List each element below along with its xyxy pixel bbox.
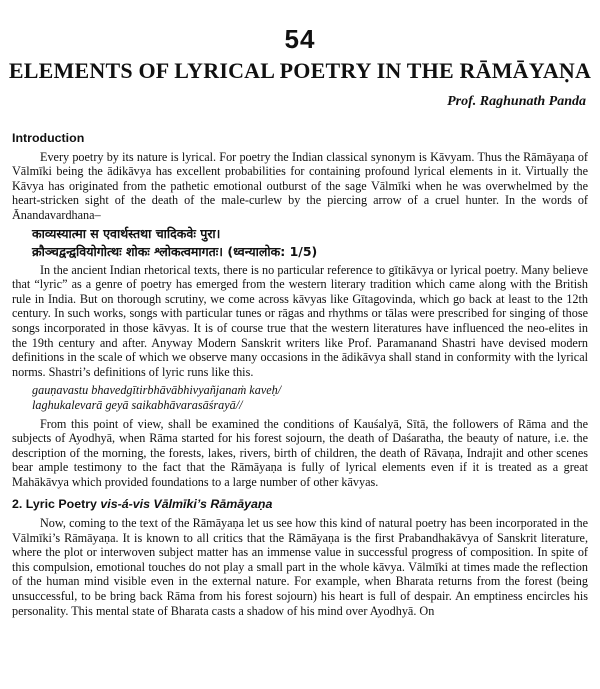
paragraph-4: Now, coming to the text of the Rāmāyaṇa let us see how this kind of natural poetry has been incorporated in the Vālmīki’s Rāmāyaṇa. It is known to all critics that the Rāmāyaṇa is the first Prabandhakāvya of Sanskrit literature, where the plot or interwoven subject matter has an immense value in successful progress of composition. In spite of this compulsion, emotional touches do not play a small part in the whole kāvya. Vālmīki at times made the reflection of the human mind visible even in the external nature. For example, when Bharata returns from the forest (being unsuccessful, to be bring back Rāma from his forest sojourn) his heart is full of despair. An emptiness encircles his personality. This mental state of Bharata casts a shadow of his mind over Ayodhyā. On [12, 516, 588, 618]
translit-line-2: laghukalevarā geyā saikabhāvarasāśrayā// [32, 397, 243, 412]
section-2-title: vis-á-vis Vālmīki’s Rāmāyaṇa [100, 497, 273, 512]
translit-line-1: gauṇavastu bhavedgītirbhāvābhivyañjanaṁ kaveḥ/ [32, 383, 282, 398]
sanskrit-verse [32, 225, 588, 261]
paragraph-1: Every poetry by its nature is lyrical. For poetry the Indian classical synonym is Kāvyam. Thus the Rāmāyaṇa of Vālmīki being the ādikāvya has excellent probabilities for containing profound lyrical elements in it. Virtually the Kāvya has originated from the pathetic emotional outburst of the sage Vālmīki when he was overwhelmed by the heart-stricken sight of the death of the male-curlew by the piercing arrow of a cruel hunter. In the words of Ānandavardhana– [12, 149, 588, 222]
chapter-title: ELEMENTS OF LYRICAL POETRY IN THE RĀMĀYAṆA [8, 58, 592, 83]
author-name: Prof. Raghunath Panda [447, 94, 586, 109]
section-heading-introduction: Introduction [12, 131, 85, 145]
chapter-number: 54 [284, 24, 316, 54]
verse-line-2: क्रौञ्चद्वन्द्ववियोगोत्थः शोकः श्लोकत्वमागतः। (ध्वन्यालोक: 1/5) [32, 243, 318, 259]
section-heading-2 [12, 497, 588, 512]
section-2-number: 2. Lyric Poetry [12, 497, 101, 512]
verse-line-1: काव्यस्यात्मा स एवार्थस्तथा चादिकवेः पुरा। [32, 225, 221, 241]
paragraph-2: In the ancient Indian rhetorical texts, there is no particular reference to gītikāvya or lyrical poetry. Many believe that “lyric” as a genre of poetry has emerged from the western literary tradition which came along with the British rule in India. But on thorough scrutiny, we come across kāvyas like Gītagovinda, which go back at least to the 12th century. In such works, songs with particular tunes or rāgas and rhythms or tālas were prescribed for singing of those songs incorporated in those kāvyas. It is of course true that the western literatures have influenced the neo-elites in the 19th century and after. Anyway Modern Sanskrit writers like Prof. Paramanand Shastri have devised modern definitions in the scale of which we observe many occasions in the ādikāvya shall stand in conformity with the lyrical norms. Shastri’s definitions of lyric runs like this. [12, 262, 588, 379]
paragraph-3: From this point of view, shall be examined the conditions of Kauśalyā, Sītā, the followers of Rāma and the subjects of Ayodhyā, when Rāma started for his forest sojourn, the death of Daśaratha, the beauty of nature, i.e. the description of the morning, the forests, lakes, rivers, birth of children, the death of Rāvaṇa, Indrajit and other scenes bear ample testimony to the fact that the Rāmāyaṇa is fully of lyrical elements even if it is treated as a great Mahākāvya which provided foundations to a large number of other kāvyas. [12, 416, 588, 489]
transliterated-verse [32, 383, 588, 412]
page-body [12, 131, 588, 618]
